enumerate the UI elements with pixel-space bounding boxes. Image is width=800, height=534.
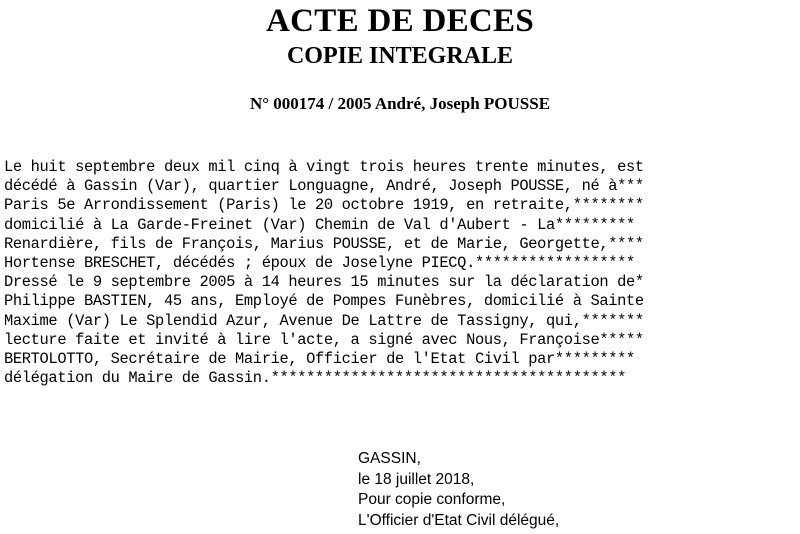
act-text-line: BERTOLOTTO, Secrétaire de Mairie, Officier de l'Etat Civil par********* [4, 349, 635, 368]
signature-block [358, 449, 778, 531]
act-text-line: Maxime (Var) Le Splendid Azur, Avenue De Lattre de Tassigny, qui,******* [4, 311, 644, 330]
act-text-line: décédé à Gassin (Var), quartier Longuagne, André, Joseph POUSSE, né à*** [4, 177, 644, 196]
act-text-line: Hortense BRESCHET, décédés ; époux de Joselyne PIECQ.****************** [4, 253, 635, 272]
signature-certification: Pour copie conforme, [358, 491, 506, 508]
act-body-text [4, 158, 796, 388]
act-text-line: Philippe BASTIEN, 45 ans, Employé de Pompes Funèbres, domicilié à Sainte [4, 292, 644, 311]
act-reference-number: N° 000174 / 2005 André, Joseph POUSSE [249, 94, 551, 113]
act-text-line: domicilié à La Garde-Freinet (Var) Chemin de Val d'Aubert - La********* [4, 215, 635, 234]
act-text-line: délégation du Maire de Gassin.**************************************** [4, 369, 627, 388]
act-text-line: Renardière, fils de François, Marius POUSSE, et de Marie, Georgette,**** [4, 234, 644, 253]
signature-officer: L'Officier d'Etat Civil délégué, [358, 511, 560, 529]
signature-date: le 18 juillet 2018, [358, 470, 475, 488]
act-text-line: Paris 5e Arrondissement (Paris) le 20 octobre 1919, en retraite,******** [4, 196, 644, 215]
document-subtitle: COPIE INTEGRALE [286, 43, 514, 69]
act-text-line: Le huit septembre deux mil cinq à vingt trois heures trente minutes, est [4, 158, 644, 176]
act-text-line: Dressé le 9 septembre 2005 à 14 heures 15 minutes sur la déclaration de* [4, 273, 644, 292]
act-text-line: lecture faite et invité à lire l'acte, a signé avec Nous, Françoise***** [4, 330, 644, 349]
document-title: ACTE DE DECES [266, 3, 534, 39]
signature-place: GASSIN, [358, 450, 421, 467]
